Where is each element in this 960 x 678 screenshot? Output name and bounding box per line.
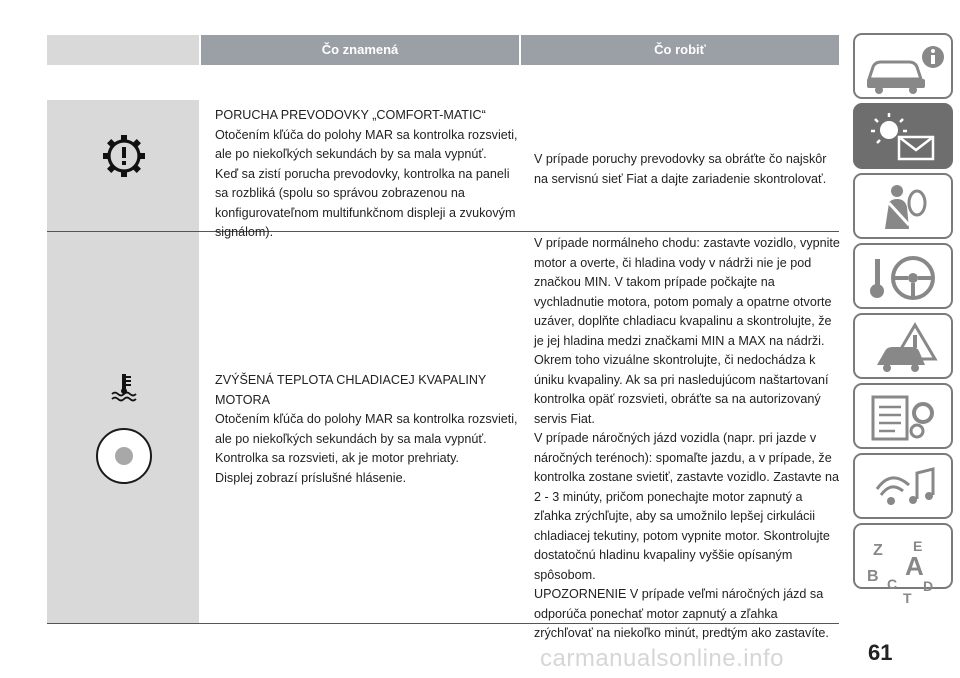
meaning-text: PORUCHA PREVODOVKY „COMFORT-MATIC“ Otočením kľúča do polohy MAR sa kontrolka rozsvieti, ale po niekoľkých sekundách by sa mala vypnúť. Keď sa zistí porucha prevodovky, kontrolka na paneli sa rozbliká (spolu so správou zobrazenou na konfigurovateľnom multifunkčnom displeji a zvukovým signálom). <box>215 108 518 239</box>
warning-light-message-icon <box>855 105 955 171</box>
gray-dot-icon <box>95 427 153 485</box>
tab-maintenance[interactable] <box>853 383 953 449</box>
key-steering-wheel-icon <box>855 245 955 311</box>
tab-warning-lights[interactable] <box>853 103 953 169</box>
emergency-icon <box>855 315 955 381</box>
index-letter: Z <box>873 542 883 559</box>
action-text: V prípade poruchy prevodovky sa obráťte čo najskôr na servisnú sieť Fiat a dajte zariadenie skontrolovať. <box>534 152 827 186</box>
tab-safety[interactable] <box>853 173 953 239</box>
tab-vehicle-info[interactable] <box>853 33 953 99</box>
table-row <box>47 100 839 239</box>
index-letter: A <box>905 551 924 581</box>
seatbelt-airbag-icon <box>855 175 955 241</box>
tab-emergency[interactable] <box>853 313 953 379</box>
service-checklist-icon <box>855 385 955 451</box>
header-icon-column <box>47 35 199 65</box>
index-letter: B <box>867 568 879 585</box>
header-meaning: Čo znamená <box>201 35 519 65</box>
index-letter: C <box>887 576 898 592</box>
header-action: Čo robiť <box>521 35 839 65</box>
index-letter: D <box>923 578 934 594</box>
table-row <box>47 232 840 640</box>
page-number: 61 <box>868 640 893 665</box>
table-header <box>47 35 839 65</box>
alphabet-index-icon <box>855 525 955 633</box>
gearbox-failure-icon <box>102 134 146 178</box>
warning-lights-table <box>47 35 840 640</box>
car-info-icon <box>855 35 955 101</box>
index-letter: E <box>913 538 923 554</box>
coolant-temperature-icon <box>109 372 139 402</box>
icon-cell <box>47 232 199 623</box>
icon-cell <box>47 100 199 231</box>
tab-index[interactable] <box>853 523 953 606</box>
watermark: carmanualsonline.info <box>540 645 784 672</box>
action-text: V prípade normálneho chodu: zastavte vozidlo, vypnite motor a overte, či hladina vody v nádrži nie je pod značkou MIN. V takom prípade počkajte na vychladnutie motora, potom pomaly a opatrne otvorte uzáver, doplňte chladiacu kvapalinu a skontrolujte, že je jej hladina medzi značkami MIN a MAX na nádrži. Okrem toho vizuálne skontrolujte, či nedochádza k úniku kvapaliny. Ak sa pri nasledujúcom naštartovaní kontrolka opäť rozsvieti, obráťte sa na autorizovaný servis Fiat. V prípade náročných jázd vozidla (napr. pri jazde v náročných terénoch): spomaľte jazdu, a v prípade, že kontrolka zostane svietiť, zastavte vozidlo. Zastavte na 2 - 3 minúty, pričom ponechajte motor zapnutý a zľahka zrýchľujte, aby sa umožnilo lepšej cirkulácii chladiacej tekutiny, potom vypnite motor. Skontrolujte dostatočnú hladinu kvapaliny vyššie opísaným spôsobom. UPOZORNENIE V prípade veľmi náročných jázd sa odporúča ponechať motor zapnutý a zľahka zrýchľovať na niekoľko minút, predtým ako zastavíte. <box>534 236 840 640</box>
tab-multimedia[interactable] <box>853 453 953 519</box>
index-letter: T <box>903 590 912 606</box>
multimedia-icon <box>855 455 955 521</box>
meaning-text: ZVÝŠENÁ TEPLOTA CHLADIACEJ KVAPALINY MOTORA Otočením kľúča do polohy MAR sa kontrolka rozsvieti, ale po niekoľkých sekundách by sa mala vypnúť. Kontrolka sa rozsvieti, ak je motor prehriaty. Displej zobrazí príslušné hlásenie. <box>215 373 518 485</box>
tab-starting-driving[interactable] <box>853 243 953 309</box>
